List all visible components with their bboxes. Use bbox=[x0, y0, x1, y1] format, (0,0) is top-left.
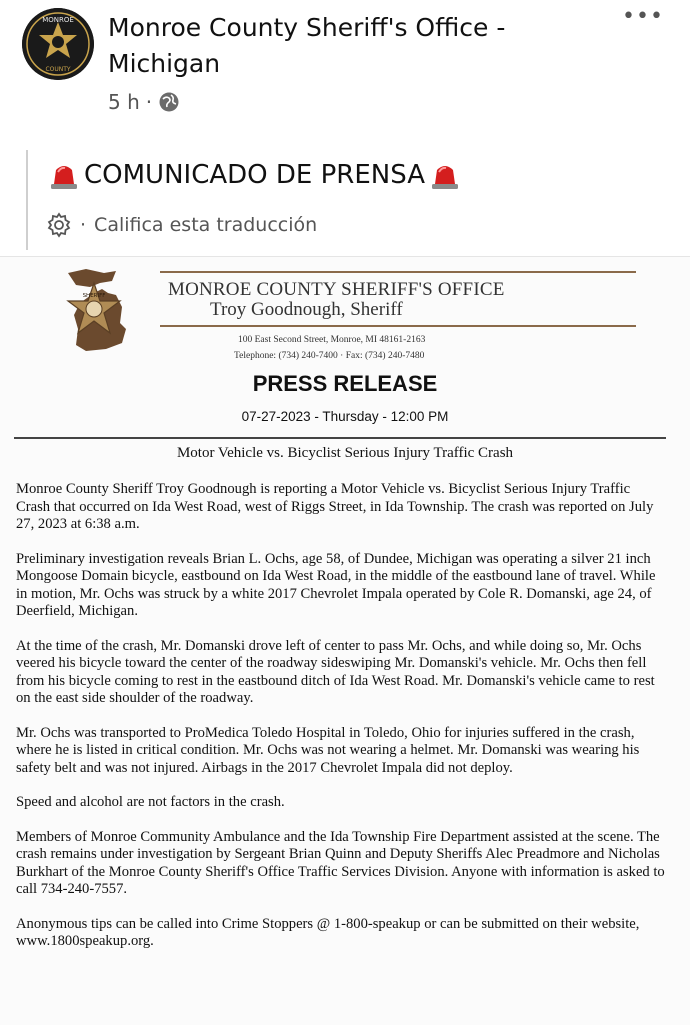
police-light-icon bbox=[48, 160, 80, 190]
paragraph: Speed and alcohol are not factors in the crash. bbox=[16, 794, 285, 810]
office-address: 100 East Second Street, Monroe, MI 48161-2163 bbox=[238, 335, 426, 345]
letterhead-rule-bottom bbox=[160, 325, 636, 327]
release-body bbox=[16, 481, 666, 968]
sheriff-name: Troy Goodnough, Sheriff bbox=[210, 299, 403, 320]
page-avatar[interactable] bbox=[22, 8, 94, 80]
page-name-link[interactable]: Monroe County Sheriff's Office - Michigan bbox=[108, 13, 506, 78]
paragraph: Members of Monroe Community Ambulance and the Ida Township Fire Department assisted at the scene. The crash remains under investigation by Sergeant Brian Quinn and Deputy Sheriffs Alec Preadmore and Nicholas Burkhart of the Monroe County Sheriff's Office Traffic Services Division. Anyone with information is asked to call 734-240-7557. bbox=[16, 828, 665, 897]
michigan-badge-logo bbox=[46, 267, 158, 357]
more-options-button[interactable]: ••• bbox=[622, 4, 664, 29]
badge-text: SHERIFF bbox=[82, 293, 106, 299]
sheriff-badge-icon bbox=[22, 8, 94, 80]
release-title: PRESS RELEASE bbox=[252, 371, 438, 396]
post-header bbox=[0, 0, 690, 140]
police-light-icon bbox=[429, 160, 461, 190]
translated-text-block bbox=[26, 150, 668, 250]
post-headline bbox=[48, 160, 461, 190]
paragraph: Monroe County Sheriff Troy Goodnough is reporting a Motor Vehicle vs. Bicyclist Serious Injury Traffic Crash that occurred on Ida West Road, west of Riggs Street, in Ida Township. The crash was reported on July 27, 2023 at 6:38 a.m. bbox=[16, 481, 654, 532]
translation-rating[interactable] bbox=[46, 212, 317, 238]
office-phone: Telephone: (734) 240-7400 · Fax: (734) 240-7480 bbox=[234, 351, 425, 361]
release-heading: Motor Vehicle vs. Bicyclist Serious Injury Traffic Crash bbox=[176, 445, 514, 461]
post-timestamp[interactable]: 5 h bbox=[108, 90, 140, 114]
paragraph: At the time of the crash, Mr. Domanski drove left of center to pass Mr. Ochs, and while doing so, Mr. Ochs veered his bicycle toward the center of the roadway sideswiping Mr. Domanski's vehicle. Mr. Ochs then fell from his bicycle coming to rest in the eastbound ditch of Ida West Road. Mr. Domanski's vehicle came to rest on the east side shoulder of the roadway. bbox=[16, 637, 655, 706]
globe-icon bbox=[158, 91, 180, 113]
translate-separator: · bbox=[80, 214, 87, 236]
meta-separator: · bbox=[145, 90, 153, 114]
letterhead-rule-top bbox=[160, 271, 636, 273]
gear-icon[interactable] bbox=[46, 212, 72, 238]
paragraph: Preliminary investigation reveals Brian L. Ochs, age 58, of Dundee, Michigan was operating a silver 21 inch Mongoose Domain bicycle, eastbound on Ida West Road, in the middle of the eastbound lane of travel. While in motion, Mr. Ochs was struck by a white 2017 Chevrolet Impala operated by Cole R. Domanski, age 24, of Deerfield, Michigan. bbox=[16, 550, 656, 619]
avatar-text-bottom: COUNTY bbox=[45, 66, 71, 73]
paragraph: Anonymous tips can be called into Crime Stoppers @ 1-800-speakup or can be submitted on their website, www.1800speakup.org. bbox=[16, 915, 640, 949]
rate-translation-link[interactable]: Califica esta traducción bbox=[94, 214, 318, 236]
paragraph: Mr. Ochs was transported to ProMedica Toledo Hospital in Toledo, Ohio for injuries suffered in the crash, where he is listed in critical condition. Mr. Ochs was not wearing a helmet. Mr. Domanski was wearing his safety belt and was not injured. Airbags in the 2017 Chevrolet Impala did not deploy. bbox=[16, 724, 640, 776]
release-date: 07-27-2023 - Thursday - 12:00 PM bbox=[241, 409, 449, 424]
press-release-image[interactable] bbox=[0, 256, 690, 1025]
post-meta bbox=[108, 90, 180, 114]
office-name: MONROE COUNTY SHERIFF'S OFFICE bbox=[168, 279, 505, 300]
avatar-text-top: MONROE bbox=[42, 16, 74, 24]
headline-text: COMUNICADO DE PRENSA bbox=[84, 160, 425, 190]
release-divider bbox=[14, 437, 666, 439]
